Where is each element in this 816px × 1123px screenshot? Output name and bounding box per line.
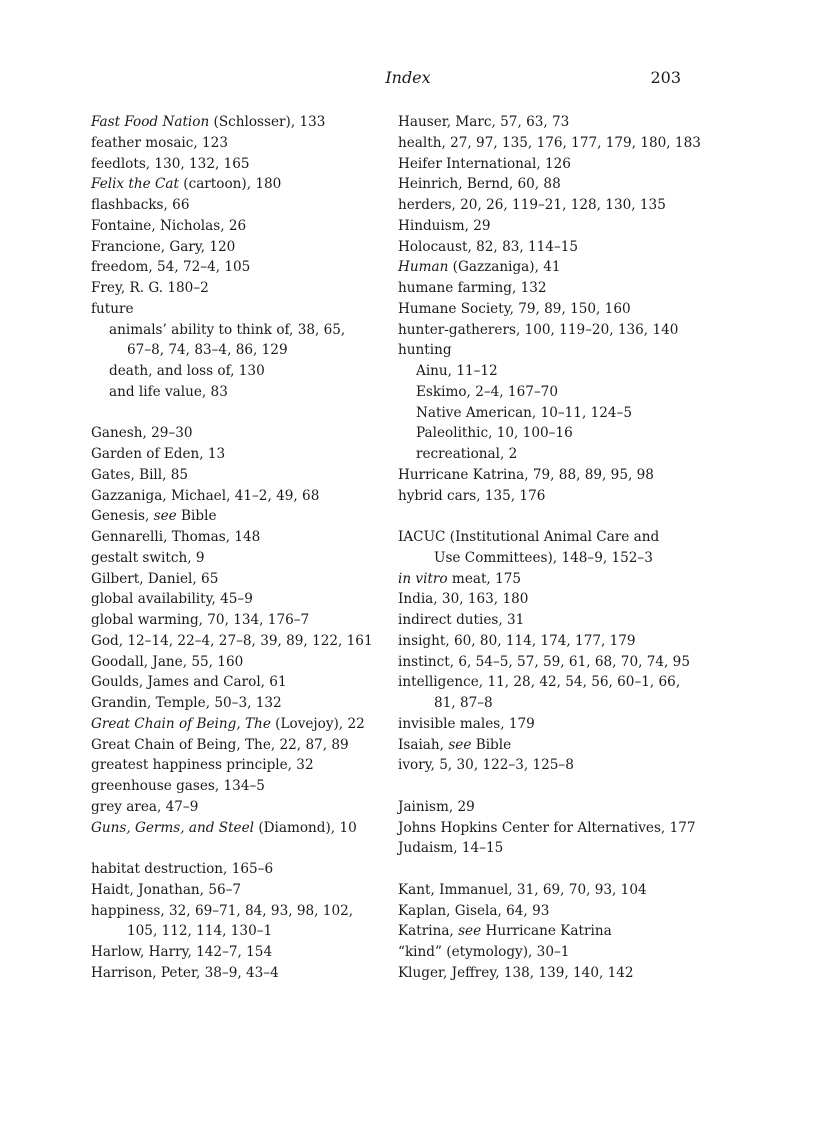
index-entry (398, 714, 708, 735)
entry-text: intelligence, 11, 28, 42, 54, 56, 60–1, 66, (398, 674, 681, 691)
entry-text: Goodall, Jane, 55, 160 (91, 653, 244, 670)
index-entry (398, 195, 708, 216)
index-entry (91, 776, 401, 797)
entry-text: Holocaust, 82, 83, 114–15 (398, 238, 579, 255)
index-entry (398, 486, 708, 507)
entry-text: (Lovejoy), 22 (270, 715, 365, 732)
index-entry (91, 901, 401, 922)
italic-text: see (448, 736, 472, 753)
entry-text: flashbacks, 66 (91, 197, 190, 213)
entry-text: God, 12–14, 22–4, 27–8, 39, 89, 122, 161 (91, 632, 373, 649)
index-entry (398, 610, 708, 631)
index-entry (398, 257, 708, 278)
entry-text: insight, 60, 80, 114, 174, 177, 179 (398, 632, 636, 649)
index-entry (398, 921, 708, 942)
index-entry (398, 797, 708, 818)
entry-text: instinct, 6, 54–5, 57, 59, 61, 68, 70, 74, 95 (398, 653, 690, 670)
index-entry (91, 942, 401, 963)
entry-text: recreational, 2 (416, 446, 518, 462)
entry-text: hunting (398, 342, 452, 359)
index-entry (398, 901, 708, 922)
entry-text: Kant, Immanuel, 31, 69, 70, 93, 104 (398, 881, 647, 898)
index-entry (91, 154, 401, 175)
entry-text: habitat destruction, 165–6 (91, 861, 274, 877)
italic-text: Guns, Germs, and Steel (91, 819, 254, 836)
entry-text: animals’ ability to think of, 38, 65, (109, 321, 346, 338)
entry-text: invisible males, 179 (398, 715, 535, 732)
index-entry (91, 237, 401, 258)
entry-text: Fontaine, Nicholas, 26 (91, 217, 247, 234)
entry-text: Paleolithic, 10, 100–16 (416, 425, 573, 442)
index-entry (91, 755, 401, 776)
entry-text: greatest happiness principle, 32 (91, 757, 314, 774)
index-entry (91, 735, 401, 756)
index-subentry (91, 361, 401, 382)
entry-text: global availability, 45–9 (91, 591, 253, 608)
index-entry (398, 299, 708, 320)
entry-text: Goulds, James and Carol, 61 (91, 674, 287, 691)
index-entry (398, 963, 708, 984)
index-entry (91, 299, 401, 320)
letter-group-gap (398, 776, 708, 797)
index-entry (91, 174, 401, 195)
entry-text: Use Committees), 148–9, 152–3 (434, 549, 653, 566)
entry-text: Kaplan, Gisela, 64, 93 (398, 902, 550, 919)
italic-text: in vitro (398, 570, 448, 587)
entry-text: Hurricane Katrina, 79, 88, 89, 95, 98 (398, 466, 654, 483)
entry-text: humane farming, 132 (398, 280, 547, 296)
entry-text: Katrina, (398, 923, 459, 940)
index-subentry (398, 423, 708, 444)
index-entry (91, 257, 401, 278)
entry-text: 81, 87–8 (434, 695, 493, 711)
index-entry (91, 133, 401, 154)
entry-text: Hauser, Marc, 57, 63, 73 (398, 114, 570, 130)
entry-text: global warming, 70, 134, 176–7 (91, 612, 310, 628)
index-entry (91, 859, 401, 880)
index-entry (91, 444, 401, 465)
index-entry (398, 320, 708, 341)
entry-text: Hinduism, 29 (398, 217, 491, 234)
letter-group-gap (398, 859, 708, 880)
entry-text: herders, 20, 26, 119–21, 128, 130, 135 (398, 197, 666, 213)
entry-text: hybrid cars, 135, 176 (398, 487, 546, 504)
index-entry (398, 465, 708, 486)
index-entry (91, 465, 401, 486)
index-subentry (91, 382, 401, 403)
index-entry (91, 506, 401, 527)
index-entry (91, 631, 401, 652)
index-entry (91, 963, 401, 984)
index-entry (91, 216, 401, 237)
entry-text: Genesis, (91, 508, 154, 525)
entry-text: 105, 112, 114, 130–1 (127, 923, 273, 940)
index-column-left (91, 112, 401, 984)
entry-text: Isaiah, (398, 736, 449, 753)
running-title: Index (385, 68, 431, 87)
index-entry (398, 569, 708, 590)
index-entry (91, 672, 401, 693)
entry-text: Gates, Bill, 85 (91, 466, 189, 483)
index-entry (398, 112, 708, 133)
entry-text: Eskimo, 2–4, 167–70 (416, 383, 558, 400)
entry-text: death, and loss of, 130 (109, 363, 265, 379)
index-entry (91, 797, 401, 818)
index-entry (91, 880, 401, 901)
index-subentry (398, 382, 708, 403)
entry-text: and life value, 83 (109, 383, 228, 400)
entry-text: Gilbert, Daniel, 65 (91, 570, 219, 587)
index-entry (398, 818, 708, 839)
index-entry-continuation (398, 548, 708, 569)
index-entry (398, 278, 708, 299)
entry-text: Ainu, 11–12 (416, 363, 498, 379)
italic-text: Great Chain of Being, The (91, 715, 271, 732)
entry-text: (Gazzaniga), 41 (448, 259, 561, 276)
entry-text: Gennarelli, Thomas, 148 (91, 529, 261, 545)
index-entry (398, 589, 708, 610)
entry-text: “kind” (etymology), 30–1 (398, 944, 570, 960)
entry-text: Bible (176, 508, 217, 525)
entry-text: Harrison, Peter, 38–9, 43–4 (91, 964, 279, 981)
entry-text: Great Chain of Being, The, 22, 87, 89 (91, 736, 349, 753)
entry-text: India, 30, 163, 180 (398, 591, 529, 608)
letter-group-gap (91, 838, 401, 859)
index-entry (398, 631, 708, 652)
entry-text: Judaism, 14–15 (398, 840, 504, 857)
entry-text: Heinrich, Bernd, 60, 88 (398, 176, 561, 193)
entry-text: Gazzaniga, Michael, 41–2, 49, 68 (91, 487, 320, 504)
index-entry (398, 340, 708, 361)
index-entry (91, 589, 401, 610)
italic-text: Felix the Cat (91, 176, 179, 193)
index-entry (398, 652, 708, 673)
index-entry (91, 693, 401, 714)
index-entry (398, 237, 708, 258)
index-subentry (398, 403, 708, 424)
entry-text: greenhouse gases, 134–5 (91, 778, 265, 794)
entry-text: Johns Hopkins Center for Alternatives, 177 (398, 819, 696, 836)
index-column-right (398, 112, 708, 984)
index-entry (91, 423, 401, 444)
index-entry (398, 154, 708, 175)
index-entry (91, 112, 401, 133)
entry-text: (Diamond), 10 (254, 819, 357, 836)
entry-text: ivory, 5, 30, 122–3, 125–8 (398, 757, 574, 774)
index-subentry (398, 361, 708, 382)
entry-text: Grandin, Temple, 50–3, 132 (91, 695, 282, 711)
entry-text: indirect duties, 31 (398, 612, 525, 628)
index-entry (398, 880, 708, 901)
index-entry (398, 838, 708, 859)
entry-text: Garden of Eden, 13 (91, 446, 226, 462)
entry-text: health, 27, 97, 135, 176, 177, 179, 180, 183 (398, 134, 701, 151)
index-entry (91, 818, 401, 839)
entry-text: Harlow, Harry, 142–7, 154 (91, 944, 273, 960)
index-entry (91, 548, 401, 569)
index-entry (398, 942, 708, 963)
index-entry (398, 672, 708, 693)
index-entry (398, 527, 708, 548)
entry-text: Humane Society, 79, 89, 150, 160 (398, 300, 631, 317)
entry-text: Hurricane Katrina (481, 923, 612, 940)
entry-text: freedom, 54, 72–4, 105 (91, 259, 251, 276)
entry-text: Jainism, 29 (398, 798, 475, 815)
entry-text: feather mosaic, 123 (91, 134, 228, 151)
index-entry (91, 714, 401, 735)
index-entry (91, 486, 401, 507)
index-subentry (398, 444, 708, 465)
index-entry-continuation (91, 340, 401, 361)
italic-text: see (458, 923, 482, 940)
entry-text: gestalt switch, 9 (91, 549, 205, 566)
entry-text: (cartoon), 180 (178, 176, 282, 193)
entry-text: Ganesh, 29–30 (91, 425, 193, 442)
entry-text: 67–8, 74, 83–4, 86, 129 (127, 342, 288, 359)
entry-text: Haidt, Jonathan, 56–7 (91, 881, 242, 898)
entry-text: hunter-gatherers, 100, 119–20, 136, 140 (398, 321, 679, 338)
entry-text: IACUC (Institutional Animal Care and (398, 529, 660, 545)
index-entry (91, 610, 401, 631)
letter-group-gap (91, 403, 401, 424)
index-subentry (91, 320, 401, 341)
entry-text: Frey, R. G. 180–2 (91, 280, 209, 296)
index-entry (398, 735, 708, 756)
index-entry-continuation (91, 921, 401, 942)
italic-text: Fast Food Nation (91, 114, 210, 130)
index-entry (91, 527, 401, 548)
entry-text: Heifer International, 126 (398, 155, 571, 172)
index-entry-continuation (398, 693, 708, 714)
entry-text: grey area, 47–9 (91, 798, 199, 815)
italic-text: see (153, 508, 177, 525)
entry-text: meat, 175 (447, 570, 522, 587)
page-number: 203 (650, 68, 681, 87)
index-entry (398, 216, 708, 237)
entry-text: feedlots, 130, 132, 165 (91, 155, 250, 172)
entry-text: Francione, Gary, 120 (91, 238, 236, 255)
entry-text: happiness, 32, 69–71, 84, 93, 98, 102, (91, 902, 354, 919)
index-entry (91, 652, 401, 673)
index-entry (91, 278, 401, 299)
index-entry (398, 755, 708, 776)
index-entry (91, 569, 401, 590)
entry-text: (Schlosser), 133 (209, 114, 326, 130)
index-entry (91, 195, 401, 216)
entry-text: future (91, 300, 134, 317)
entry-text: Bible (471, 736, 512, 753)
index-entry (398, 133, 708, 154)
entry-text: Kluger, Jeffrey, 138, 139, 140, 142 (398, 964, 634, 981)
index-entry (398, 174, 708, 195)
entry-text: Native American, 10–11, 124–5 (416, 404, 632, 421)
italic-text: Human (398, 259, 449, 276)
letter-group-gap (398, 506, 708, 527)
